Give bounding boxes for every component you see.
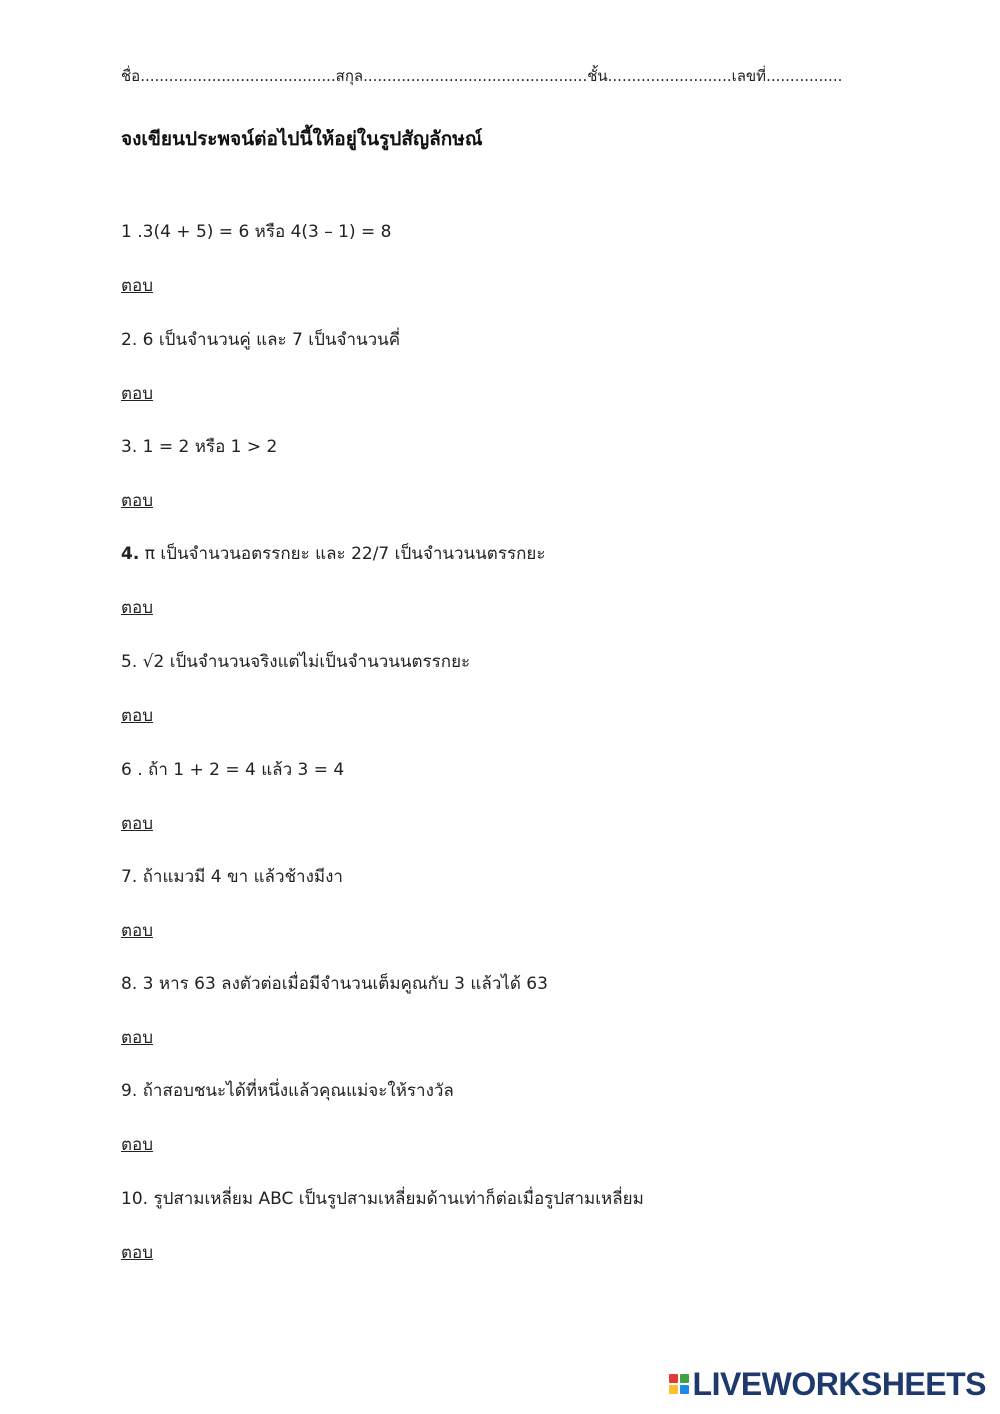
liveworksheets-logo [669,1364,986,1404]
answer-label-7: ตอบ [121,921,154,941]
answer-label-8: ตอบ [121,1028,154,1048]
question-number: 4. [121,544,140,564]
answer-label-10: ตอบ [121,1243,154,1263]
question-text: 6 เป็นจำนวนคู่ และ 7 เป็นจำนวนคี่ [137,330,401,350]
answer-label-6: ตอบ [121,814,154,834]
logo-square-green [680,1374,689,1383]
answer-label-5: ตอบ [121,706,154,726]
question-text: ถ้าแมวมี 4 ขา แล้วช้างมีงา [137,867,343,887]
instruction-heading: จงเขียนประพจน์ต่อไปนี้ให้อยู่ในรูปสัญลักษณ์ [121,128,483,150]
question-10 [121,1185,644,1212]
question-number: 5. [121,652,138,672]
question-number: 9. [121,1081,138,1101]
question-number: 3. [121,437,138,457]
question-2 [121,326,400,353]
answer-label-4: ตอบ [121,598,154,618]
answer-label-3: ตอบ [121,491,154,511]
question-text: 1 = 2 หรือ 1 > 2 [137,437,278,457]
answer-label-2: ตอบ [121,384,154,404]
question-text: π เป็นจำนวนอตรรกยะ และ 22/7 เป็นจำนวนนตรรกยะ [139,544,546,564]
question-number: 2. [121,330,138,350]
question-8 [121,970,548,997]
student-info-line: ชื่อ.........................................สกุล...............................................ชั้น..........................เลขที่................ [121,67,843,85]
question-number: 10. [121,1189,149,1209]
question-number: 8. [121,974,138,994]
question-7 [121,863,343,890]
logo-square-blue [680,1385,689,1394]
question-3 [121,433,277,460]
question-4 [121,540,545,567]
question-1 [121,218,392,245]
logo-square-red [669,1374,678,1383]
logo-grid-icon [669,1374,689,1394]
logo-text: LIVEWORKSHEETS [692,1365,986,1402]
question-6 [121,756,344,783]
question-text: ถ้าสอบชนะได้ที่หนึ่งแล้วคุณแม่จะให้รางวัล [137,1081,454,1101]
answer-label-1: ตอบ [121,276,154,296]
question-text: รูปสามเหลี่ยม ABC เป็นรูปสามเหลี่ยมด้านเท่าก็ต่อเมื่อรูปสามเหลี่ยม [148,1189,644,1209]
question-number: 7. [121,867,138,887]
answer-label-9: ตอบ [121,1135,154,1155]
question-text: 3 หาร 63 ลงตัวต่อเมื่อมีจำนวนเต็มคูณกับ 3 แล้วได้ 63 [137,974,548,994]
question-number: 1 . [121,222,143,242]
question-5 [121,648,470,675]
question-text: ถ้า 1 + 2 = 4 แล้ว 3 = 4 [142,760,345,780]
question-text: √2 เป็นจำนวนจริงแต่ไม่เป็นจำนวนนตรรกยะ [137,652,471,672]
logo-square-yellow [669,1385,678,1394]
question-9 [121,1077,454,1104]
question-number: 6 . [121,760,143,780]
question-text: 3(4 + 5) = 6 หรือ 4(3 – 1) = 8 [142,222,392,242]
